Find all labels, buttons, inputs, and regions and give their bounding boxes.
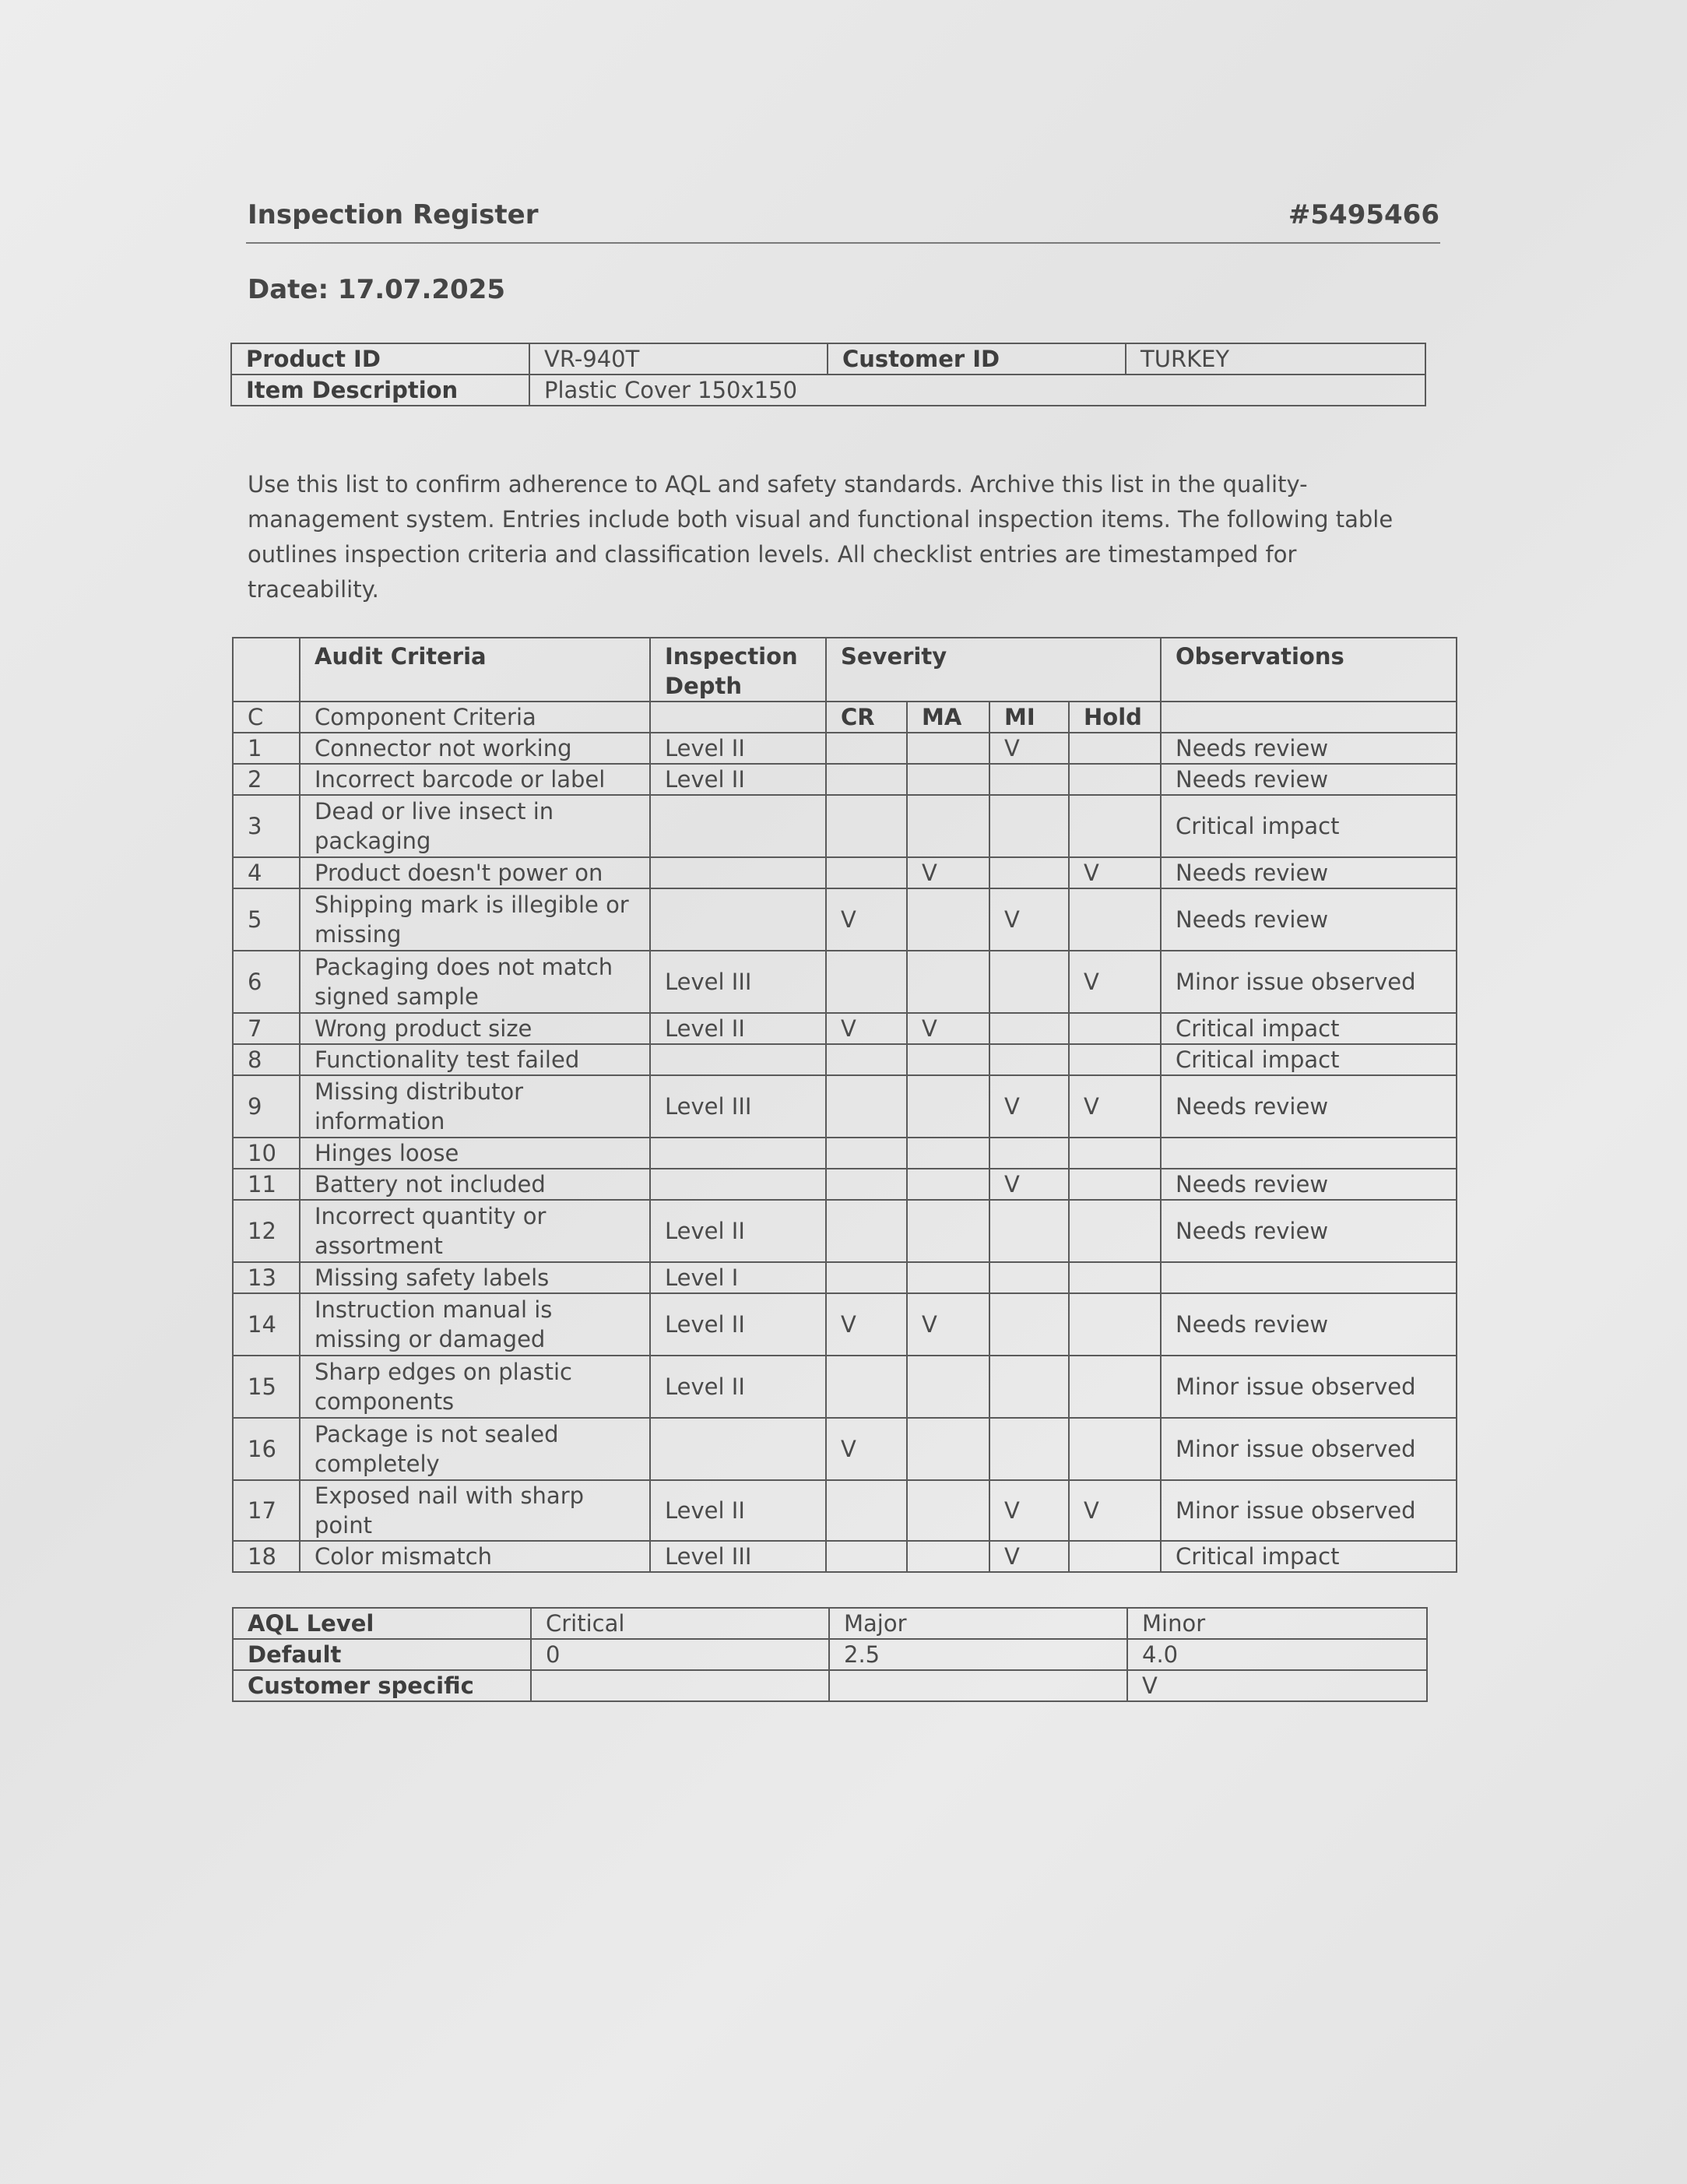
intro-paragraph: Use this list to confirm adherence to AQL and safety standards. Archive this list in the quality-management system. Entries include both visual and functional inspection items. The following table outlines inspection criteria and classification levels. All checklist entries are timestamped for traceability. bbox=[248, 471, 1394, 603]
aql-default-critical: 0 bbox=[531, 1639, 829, 1670]
table-row bbox=[233, 1541, 1457, 1572]
row-depth: Level II bbox=[650, 1356, 826, 1418]
item-description-value: Plastic Cover 150x150 bbox=[529, 375, 1425, 406]
row-cr bbox=[826, 1356, 907, 1418]
row-mi bbox=[989, 1293, 1069, 1356]
subheader-cr: CR bbox=[826, 702, 907, 733]
row-cr bbox=[826, 733, 907, 764]
row-number: 16 bbox=[233, 1418, 300, 1480]
row-ma: V bbox=[907, 857, 989, 888]
row-depth: Level III bbox=[650, 1075, 826, 1138]
aql-header-row bbox=[233, 1608, 1427, 1639]
row-depth: Level III bbox=[650, 951, 826, 1013]
row-cr: V bbox=[826, 1293, 907, 1356]
row-hold bbox=[1069, 1013, 1161, 1044]
row-mi bbox=[989, 1138, 1069, 1169]
subheader-observations-blank bbox=[1161, 702, 1457, 733]
table-subheader-row bbox=[233, 702, 1457, 733]
row-hold: V bbox=[1069, 1480, 1161, 1541]
row-depth bbox=[650, 1044, 826, 1075]
row-hold bbox=[1069, 795, 1161, 857]
row-cr: V bbox=[826, 1013, 907, 1044]
row-cr bbox=[826, 795, 907, 857]
table-row bbox=[233, 1480, 1457, 1541]
row-number: 9 bbox=[233, 1075, 300, 1138]
row-ma bbox=[907, 1480, 989, 1541]
row-ma bbox=[907, 795, 989, 857]
row-criteria: Instruction manual is missing or damaged bbox=[300, 1293, 650, 1356]
table-header-row bbox=[233, 638, 1457, 702]
subheader-mi: MI bbox=[989, 702, 1069, 733]
inspection-criteria-table bbox=[232, 637, 1457, 1573]
row-cr bbox=[826, 764, 907, 795]
row-cr bbox=[826, 1138, 907, 1169]
table-row bbox=[233, 857, 1457, 888]
row-mi: V bbox=[989, 733, 1069, 764]
row-observation: Critical impact bbox=[1161, 795, 1457, 857]
aql-minor-header: Minor bbox=[1127, 1608, 1427, 1639]
row-observation: Minor issue observed bbox=[1161, 1356, 1457, 1418]
row-hold bbox=[1069, 1262, 1161, 1293]
row-criteria: Shipping mark is illegible or missing bbox=[300, 888, 650, 951]
aql-default-label: Default bbox=[233, 1639, 531, 1670]
row-number: 3 bbox=[233, 795, 300, 857]
row-cr: V bbox=[826, 1418, 907, 1480]
table-row bbox=[233, 764, 1457, 795]
row-hold: V bbox=[1069, 951, 1161, 1013]
row-mi: V bbox=[989, 888, 1069, 951]
product-info-table bbox=[230, 343, 1426, 406]
subheader-hold: Hold bbox=[1069, 702, 1161, 733]
table-row bbox=[233, 1293, 1457, 1356]
row-criteria: Functionality test failed bbox=[300, 1044, 650, 1075]
row-observation: Needs review bbox=[1161, 857, 1457, 888]
aql-default-row bbox=[233, 1639, 1427, 1670]
row-mi bbox=[989, 795, 1069, 857]
subheader-code: C bbox=[233, 702, 300, 733]
row-criteria: Product doesn't power on bbox=[300, 857, 650, 888]
row-depth: Level II bbox=[650, 1293, 826, 1356]
item-description-row bbox=[231, 375, 1425, 406]
row-observation: Minor issue observed bbox=[1161, 1480, 1457, 1541]
row-cr bbox=[826, 857, 907, 888]
aql-major-header: Major bbox=[829, 1608, 1127, 1639]
row-number: 6 bbox=[233, 951, 300, 1013]
row-criteria: Missing distributor information bbox=[300, 1075, 650, 1138]
row-cr bbox=[826, 1541, 907, 1572]
row-hold bbox=[1069, 733, 1161, 764]
row-hold bbox=[1069, 1044, 1161, 1075]
row-ma: V bbox=[907, 1013, 989, 1044]
row-cr bbox=[826, 1169, 907, 1200]
row-mi bbox=[989, 1356, 1069, 1418]
row-criteria: Hinges loose bbox=[300, 1138, 650, 1169]
row-criteria: Incorrect barcode or label bbox=[300, 764, 650, 795]
row-depth: Level II bbox=[650, 1480, 826, 1541]
row-ma bbox=[907, 1044, 989, 1075]
header-inspection-depth: Inspection Depth bbox=[650, 638, 826, 702]
subheader-component-criteria: Component Criteria bbox=[300, 702, 650, 733]
row-observation bbox=[1161, 1138, 1457, 1169]
row-number: 11 bbox=[233, 1169, 300, 1200]
row-criteria: Dead or live insect in packaging bbox=[300, 795, 650, 857]
row-mi: V bbox=[989, 1541, 1069, 1572]
row-number: 13 bbox=[233, 1262, 300, 1293]
row-hold: V bbox=[1069, 857, 1161, 888]
row-criteria: Exposed nail with sharp point bbox=[300, 1480, 650, 1541]
row-ma bbox=[907, 1075, 989, 1138]
table-row bbox=[233, 1169, 1457, 1200]
row-observation: Critical impact bbox=[1161, 1013, 1457, 1044]
table-row bbox=[233, 1013, 1457, 1044]
customer-id-value: TURKEY bbox=[1126, 343, 1425, 375]
row-mi bbox=[989, 764, 1069, 795]
row-ma bbox=[907, 951, 989, 1013]
row-criteria: Package is not sealed completely bbox=[300, 1418, 650, 1480]
row-cr: V bbox=[826, 888, 907, 951]
row-mi bbox=[989, 857, 1069, 888]
aql-table bbox=[232, 1607, 1428, 1702]
aql-level-label: AQL Level bbox=[233, 1608, 531, 1639]
table-row bbox=[233, 1356, 1457, 1418]
row-observation: Needs review bbox=[1161, 733, 1457, 764]
row-criteria: Color mismatch bbox=[300, 1541, 650, 1572]
row-depth: Level I bbox=[650, 1262, 826, 1293]
table-row bbox=[233, 795, 1457, 857]
row-number: 1 bbox=[233, 733, 300, 764]
row-ma bbox=[907, 1356, 989, 1418]
row-hold bbox=[1069, 1418, 1161, 1480]
header-divider bbox=[246, 242, 1440, 244]
aql-customer-minor: V bbox=[1127, 1670, 1427, 1701]
row-criteria: Incorrect quantity or assortment bbox=[300, 1200, 650, 1262]
row-observation: Needs review bbox=[1161, 1075, 1457, 1138]
row-mi: V bbox=[989, 1075, 1069, 1138]
header-audit-criteria: Audit Criteria bbox=[300, 638, 650, 702]
row-cr bbox=[826, 1262, 907, 1293]
row-mi: V bbox=[989, 1169, 1069, 1200]
row-ma bbox=[907, 1138, 989, 1169]
row-depth: Level II bbox=[650, 1013, 826, 1044]
row-cr bbox=[826, 1075, 907, 1138]
row-hold: V bbox=[1069, 1075, 1161, 1138]
row-ma bbox=[907, 888, 989, 951]
row-number: 12 bbox=[233, 1200, 300, 1262]
row-number: 8 bbox=[233, 1044, 300, 1075]
table-row bbox=[233, 1044, 1457, 1075]
aql-customer-critical bbox=[531, 1670, 829, 1701]
date-label: Date: 17.07.2025 bbox=[248, 274, 506, 305]
row-depth bbox=[650, 795, 826, 857]
row-mi bbox=[989, 1044, 1069, 1075]
row-ma bbox=[907, 1541, 989, 1572]
row-observation: Minor issue observed bbox=[1161, 951, 1457, 1013]
row-depth: Level II bbox=[650, 764, 826, 795]
row-observation: Critical impact bbox=[1161, 1541, 1457, 1572]
row-criteria: Packaging does not match signed sample bbox=[300, 951, 650, 1013]
customer-id-label: Customer ID bbox=[828, 343, 1126, 375]
product-info-row bbox=[231, 343, 1425, 375]
row-number: 14 bbox=[233, 1293, 300, 1356]
aql-customer-major bbox=[829, 1670, 1127, 1701]
row-observation: Minor issue observed bbox=[1161, 1418, 1457, 1480]
aql-default-major: 2.5 bbox=[829, 1639, 1127, 1670]
row-number: 4 bbox=[233, 857, 300, 888]
row-number: 5 bbox=[233, 888, 300, 951]
table-row bbox=[233, 951, 1457, 1013]
row-depth: Level II bbox=[650, 733, 826, 764]
subheader-ma: MA bbox=[907, 702, 989, 733]
aql-customer-label: Customer specific bbox=[233, 1670, 531, 1701]
row-hold bbox=[1069, 1200, 1161, 1262]
row-observation bbox=[1161, 1262, 1457, 1293]
row-cr bbox=[826, 1044, 907, 1075]
row-mi bbox=[989, 1262, 1069, 1293]
row-ma bbox=[907, 1169, 989, 1200]
subheader-blank bbox=[650, 702, 826, 733]
row-observation: Needs review bbox=[1161, 1293, 1457, 1356]
header-observations: Observations bbox=[1161, 638, 1457, 702]
row-cr bbox=[826, 951, 907, 1013]
row-ma bbox=[907, 1200, 989, 1262]
row-hold bbox=[1069, 1356, 1161, 1418]
row-hold bbox=[1069, 1169, 1161, 1200]
page-title: Inspection Register bbox=[248, 199, 539, 230]
row-number: 2 bbox=[233, 764, 300, 795]
row-ma bbox=[907, 1418, 989, 1480]
row-ma bbox=[907, 764, 989, 795]
product-id-value: VR-940T bbox=[529, 343, 828, 375]
item-description-label: Item Description bbox=[231, 375, 529, 406]
row-observation: Needs review bbox=[1161, 888, 1457, 951]
row-mi: V bbox=[989, 1480, 1069, 1541]
row-hold bbox=[1069, 1293, 1161, 1356]
row-number: 7 bbox=[233, 1013, 300, 1044]
row-observation: Needs review bbox=[1161, 764, 1457, 795]
table-row bbox=[233, 1138, 1457, 1169]
row-depth: Level III bbox=[650, 1541, 826, 1572]
row-depth bbox=[650, 1169, 826, 1200]
row-ma: V bbox=[907, 1293, 989, 1356]
row-criteria: Wrong product size bbox=[300, 1013, 650, 1044]
row-depth bbox=[650, 1418, 826, 1480]
row-hold bbox=[1069, 1138, 1161, 1169]
product-id-label: Product ID bbox=[231, 343, 529, 375]
table-row bbox=[233, 1262, 1457, 1293]
row-depth bbox=[650, 1138, 826, 1169]
row-hold bbox=[1069, 888, 1161, 951]
row-criteria: Sharp edges on plastic components bbox=[300, 1356, 650, 1418]
row-number: 17 bbox=[233, 1480, 300, 1541]
row-number: 18 bbox=[233, 1541, 300, 1572]
row-ma bbox=[907, 1262, 989, 1293]
row-depth bbox=[650, 888, 826, 951]
row-observation: Needs review bbox=[1161, 1169, 1457, 1200]
row-hold bbox=[1069, 764, 1161, 795]
aql-customer-row bbox=[233, 1670, 1427, 1701]
row-observation: Needs review bbox=[1161, 1200, 1457, 1262]
row-criteria: Connector not working bbox=[300, 733, 650, 764]
row-mi bbox=[989, 951, 1069, 1013]
table-row bbox=[233, 1418, 1457, 1480]
register-number: #5495466 bbox=[1288, 199, 1439, 230]
header-severity: Severity bbox=[826, 638, 1161, 702]
row-criteria: Battery not included bbox=[300, 1169, 650, 1200]
row-number: 10 bbox=[233, 1138, 300, 1169]
table-row bbox=[233, 1200, 1457, 1262]
row-mi bbox=[989, 1013, 1069, 1044]
row-number: 15 bbox=[233, 1356, 300, 1418]
row-cr bbox=[826, 1480, 907, 1541]
table-row bbox=[233, 1075, 1457, 1138]
row-depth: Level II bbox=[650, 1200, 826, 1262]
table-row bbox=[233, 888, 1457, 951]
aql-default-minor: 4.0 bbox=[1127, 1639, 1427, 1670]
row-mi bbox=[989, 1200, 1069, 1262]
row-cr bbox=[826, 1200, 907, 1262]
row-criteria: Missing safety labels bbox=[300, 1262, 650, 1293]
row-mi bbox=[989, 1418, 1069, 1480]
header-blank bbox=[233, 638, 300, 702]
row-ma bbox=[907, 733, 989, 764]
row-hold bbox=[1069, 1541, 1161, 1572]
row-observation: Critical impact bbox=[1161, 1044, 1457, 1075]
table-row bbox=[233, 733, 1457, 764]
row-depth bbox=[650, 857, 826, 888]
aql-critical-header: Critical bbox=[531, 1608, 829, 1639]
